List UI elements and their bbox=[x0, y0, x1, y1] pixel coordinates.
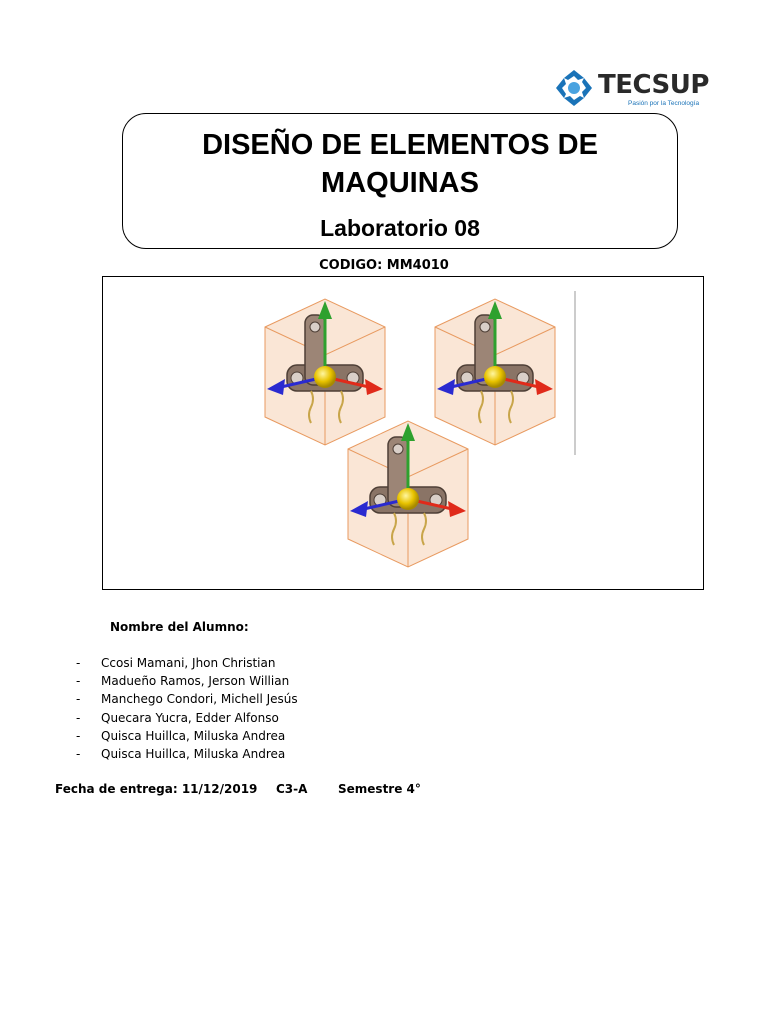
logo-wordmark: TECSUP bbox=[598, 70, 709, 100]
student-list bbox=[76, 656, 298, 765]
mechanism-render-3 bbox=[348, 421, 468, 567]
logo-tagline: Pasión por la Tecnología bbox=[628, 100, 700, 107]
student-name: Ccosi Mamani, Jhon Christian bbox=[101, 656, 276, 670]
list-item bbox=[76, 692, 298, 710]
student-name: Madueño Ramos, Jerson Willian bbox=[101, 674, 290, 689]
tecsup-logo bbox=[554, 68, 709, 112]
mechanism-figure bbox=[102, 276, 704, 590]
list-bullet: - bbox=[76, 692, 81, 707]
students-heading: Nombre del Alumno: bbox=[110, 620, 249, 634]
list-item bbox=[76, 747, 298, 765]
group-code: C3-A bbox=[276, 782, 308, 796]
title-box bbox=[122, 113, 678, 249]
list-bullet: - bbox=[76, 746, 81, 761]
student-name: Quisca Huillca, Miluska Andrea bbox=[101, 728, 286, 743]
list-item bbox=[76, 674, 298, 692]
lab-subtitle: Laboratorio 08 bbox=[320, 215, 480, 241]
student-name: Quisca Huillca, Miluska Andrea bbox=[101, 746, 286, 761]
course-code: CODIGO: MM4010 bbox=[319, 258, 449, 273]
mechanism-render-2 bbox=[435, 299, 555, 445]
list-item bbox=[76, 656, 298, 674]
title-line-2: MAQUINAS bbox=[321, 167, 479, 199]
title-line-1: DISEÑO DE ELEMENTOS DE bbox=[202, 129, 598, 161]
student-name: Quecara Yucra, Edder Alfonso bbox=[101, 710, 279, 725]
tecsup-logo-icon bbox=[554, 68, 594, 108]
semester: Semestre 4° bbox=[338, 782, 421, 796]
list-item bbox=[76, 729, 298, 747]
document-title bbox=[123, 126, 677, 202]
mechanism-render-1 bbox=[265, 299, 385, 445]
list-bullet: - bbox=[76, 728, 81, 743]
list-item bbox=[76, 711, 298, 729]
students-section bbox=[110, 620, 249, 654]
list-bullet: - bbox=[76, 674, 81, 689]
student-name: Manchego Condori, Michell Jesús bbox=[101, 692, 298, 707]
list-bullet: - bbox=[76, 710, 81, 725]
list-bullet: - bbox=[76, 656, 81, 670]
delivery-date: Fecha de entrega: 11/12/2019 bbox=[55, 782, 258, 796]
mechanism-renders bbox=[103, 277, 703, 589]
